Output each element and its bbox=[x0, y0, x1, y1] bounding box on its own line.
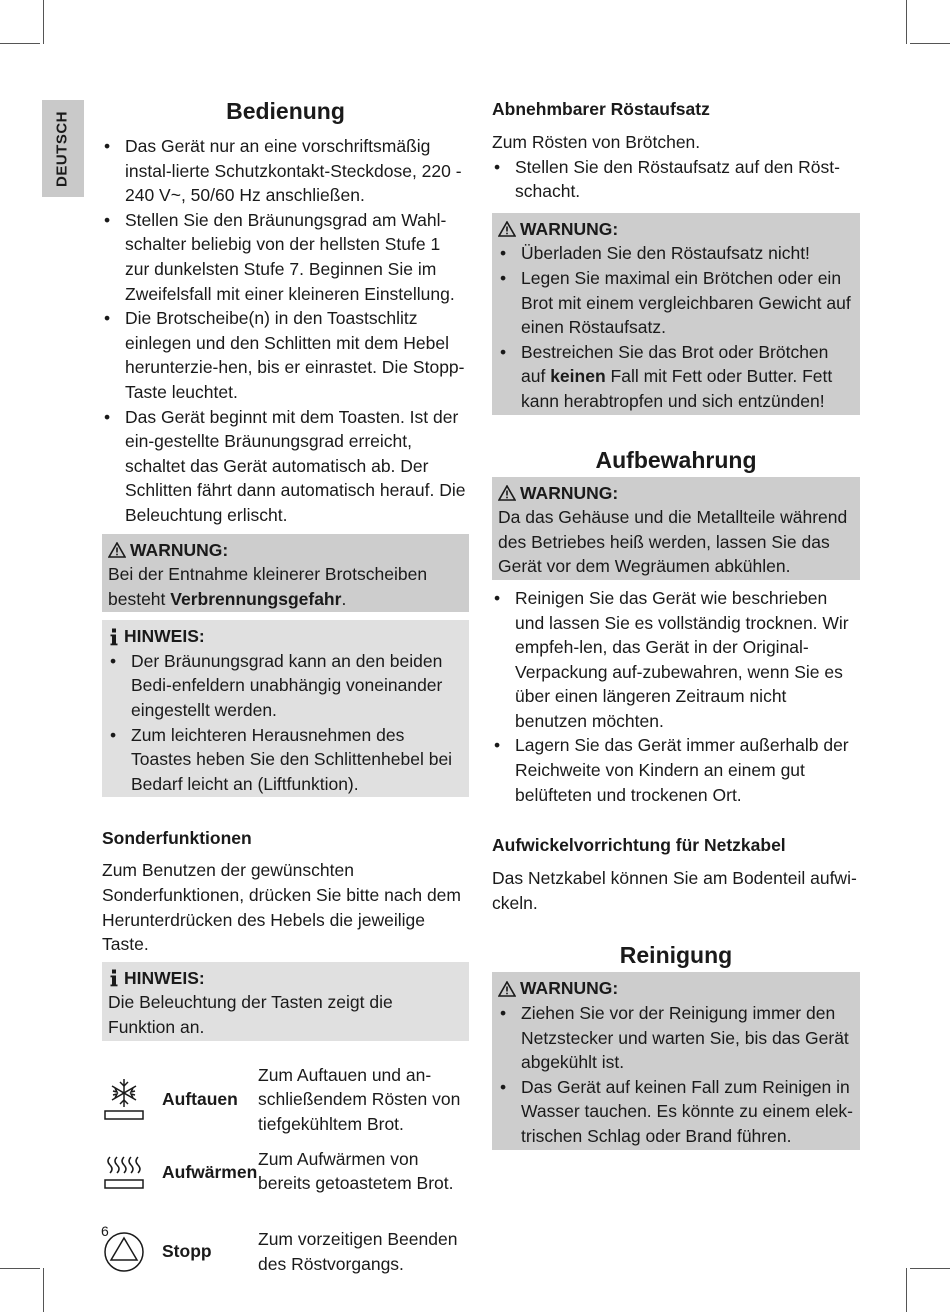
list-item: • Lagern Sie das Gerät immer außerhalb der Reichweite von Kindern an einem gut belüfteten und trockenen Ort. bbox=[492, 733, 860, 807]
heading-removable-rack: Abnehmbarer Röstaufsatz bbox=[492, 99, 710, 119]
right-column bbox=[492, 96, 860, 1150]
function-desc: Zum vorzeitigen Beenden des Röstvorgangs. bbox=[258, 1229, 458, 1274]
list-item: • Die Brotscheibe(n) in den Toastschlitz einlegen und den Schlitten mit dem Hebel herunterzie-hen, bis er einrastet. Die Stopp-Taste leuchtet. bbox=[102, 306, 469, 404]
heading-cable-storage: Aufwickelvorrichtung für Netzkabel bbox=[492, 835, 786, 856]
warning-triangle-icon bbox=[108, 542, 126, 558]
list-item: • Überladen Sie den Röstaufsatz nicht! bbox=[498, 241, 854, 266]
warning-triangle-icon bbox=[498, 485, 516, 501]
list-item: • Bestreichen Sie das Brot oder Brötchen auf keinen Fall mit Fett oder Butter. Fett kann herabtropfen und sich entzünden! bbox=[498, 340, 854, 414]
warning-box bbox=[492, 213, 860, 415]
crop-mark bbox=[910, 43, 950, 44]
list-item: • Das Gerät auf keinen Fall zum Reinigen in Wasser tauchen. Es könnte zu einem elek-trischen Schlag oder Brand führen. bbox=[498, 1075, 854, 1149]
note-title: HINWEIS: bbox=[124, 626, 205, 647]
crop-mark bbox=[0, 43, 40, 44]
language-tab bbox=[42, 100, 84, 197]
note-box bbox=[102, 962, 469, 1041]
list-item: • Ziehen Sie vor der Reinigung immer den Netzstecker und warten Sie, bis das Gerät abgekühlt ist. bbox=[498, 1001, 854, 1075]
warning-triangle-icon bbox=[498, 221, 516, 237]
function-desc: Zum Auftauen und an-schließendem Rösten von tiefgekühltem Brot. bbox=[258, 1064, 461, 1134]
info-icon bbox=[108, 628, 120, 646]
warning-box bbox=[492, 972, 860, 1149]
note-title: HINWEIS: bbox=[124, 967, 205, 988]
crop-mark bbox=[906, 1268, 907, 1312]
section-title-cleaning: Reinigung bbox=[619, 942, 733, 969]
warning-title: WARNUNG: bbox=[520, 978, 619, 999]
warning-title: WARNUNG: bbox=[520, 218, 619, 239]
function-row-stop bbox=[102, 1217, 469, 1287]
special-functions-text: Zum Benutzen der gewünschten Sonderfunktionen, drücken Sie bitte nach dem Herunterdrücken des Hebels die jeweilige Taste. bbox=[102, 860, 461, 955]
page-number: 6 bbox=[101, 1223, 109, 1239]
function-desc: Zum Aufwärmen von bereits getoastetem Brot. bbox=[258, 1148, 454, 1194]
list-item: • Legen Sie maximal ein Brötchen oder ein Brot mit einem vergleichbaren Gewicht auf einen Röstaufsatz. bbox=[498, 266, 854, 340]
crop-mark bbox=[0, 1268, 40, 1269]
note-text: Die Beleuchtung der Tasten zeigt die Funktion an. bbox=[108, 992, 393, 1037]
note-box bbox=[102, 620, 469, 797]
language-label: DEUTSCH bbox=[53, 110, 71, 187]
function-table bbox=[102, 1063, 469, 1287]
left-column bbox=[102, 96, 469, 1287]
list-item: • Reinigen Sie das Gerät wie beschrieben und lassen Sie es vollständig trocknen. Wir empfeh-len, das Gerät in der Original-Verpackung auf-zubewahren, wenn Sie es über einen längeren Zeitraum nicht benutzen möchten. bbox=[492, 586, 860, 734]
snowflake-icon bbox=[102, 1075, 150, 1125]
crop-mark bbox=[906, 0, 907, 44]
crop-mark bbox=[43, 1268, 44, 1312]
stop-circle-icon bbox=[102, 1227, 150, 1277]
function-row-reheat bbox=[102, 1137, 469, 1209]
list-item: • Stellen Sie den Bräunungsgrad am Wahl-schalter beliebig von der hellsten Stufe 1 zur dunkelsten Stufe 7. Beginnen Sie im Zweifelsfall mit einer kleineren Einstellung. bbox=[102, 208, 469, 306]
list-item: • Das Gerät nur an eine vorschriftsmäßig instal-lierte Schutzkontakt-Steckdose, 220 - 240 V~, 50/60 Hz anschließen. bbox=[102, 134, 469, 208]
crop-mark bbox=[910, 1268, 950, 1269]
list-item: • Das Gerät beginnt mit dem Toasten. Ist der ein-gestellte Bräunungsgrad erreicht, schaltet das Gerät automatisch ab. Der Schlitten fährt dann automatisch herauf. Die Beleuchtung erlischt. bbox=[102, 405, 469, 528]
warning-title: WARNUNG: bbox=[130, 539, 229, 560]
function-name: Stopp bbox=[162, 1241, 212, 1262]
warning-box bbox=[492, 477, 860, 580]
function-row-defrost bbox=[102, 1063, 469, 1137]
operation-list bbox=[102, 134, 469, 528]
function-name: Aufwärmen bbox=[162, 1162, 258, 1183]
info-icon bbox=[108, 969, 120, 987]
warning-box bbox=[102, 534, 469, 613]
warning-triangle-icon bbox=[498, 981, 516, 997]
rack-text: Zum Rösten von Brötchen. bbox=[492, 132, 701, 152]
crop-mark bbox=[43, 0, 44, 44]
cable-text: Das Netzkabel können Sie am Bodenteil aufwi-ckeln. bbox=[492, 868, 857, 913]
section-title-operation: Bedienung bbox=[226, 98, 345, 124]
warning-title: WARNUNG: bbox=[520, 482, 619, 503]
section-title-storage: Aufbewahrung bbox=[595, 446, 757, 473]
heat-waves-icon bbox=[102, 1148, 150, 1198]
list-item: • Zum leichteren Herausnehmen des Toastes heben Sie den Schlittenhebel bei Bedarf leicht an (Liftfunktion). bbox=[108, 723, 463, 797]
warning-text: Bei der Entnahme kleinerer Brotscheiben besteht Verbrennungsgefahr. bbox=[108, 564, 428, 609]
warning-text: Da das Gehäuse und die Metallteile während des Betriebes heiß werden, lassen Sie das Gerät vor dem Wegräumen abkühlen. bbox=[498, 507, 848, 577]
function-name: Auftauen bbox=[162, 1089, 238, 1110]
list-item: • Stellen Sie den Röstaufsatz auf den Röst-schacht. bbox=[492, 155, 860, 204]
list-item: • Der Bräunungsgrad kann an den beiden Bedi-enfeldern unabhängig voneinander eingestellt werden. bbox=[108, 649, 463, 723]
heading-special-functions: Sonderfunktionen bbox=[102, 828, 252, 849]
